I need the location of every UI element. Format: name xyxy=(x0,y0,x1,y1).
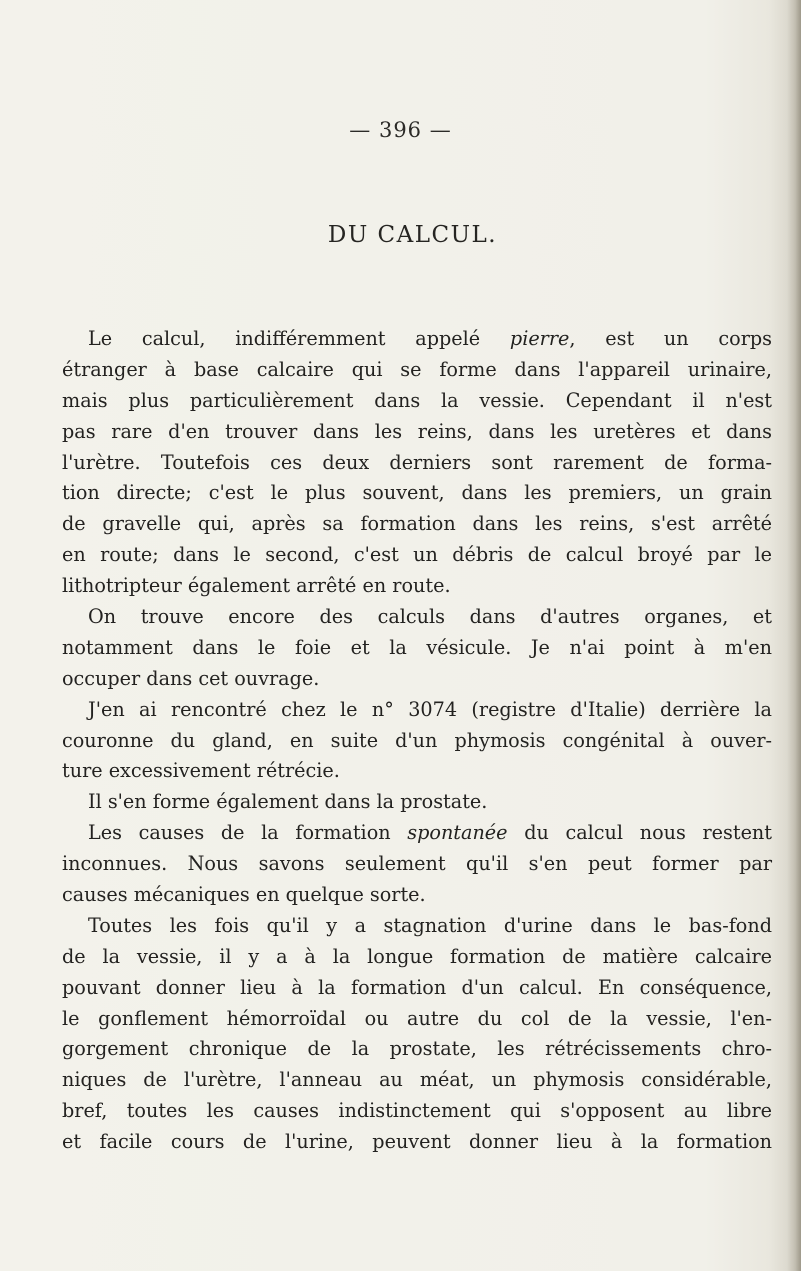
text-line: mais plus particulièrement dans la vessie. Cependant il n'est xyxy=(62,388,772,412)
text-line: de gravelle qui, après sa formation dans les reins, s'est arrêté xyxy=(62,512,772,536)
text-line: pouvant donner lieu à la formation d'un calcul. En conséquence, xyxy=(62,975,772,999)
text-line: couronne du gland, en suite d'un phymosis congénital à ouver- xyxy=(62,728,772,752)
body-text xyxy=(62,324,772,1158)
italic-term: pierre xyxy=(509,327,570,350)
text-line: ture excessivement rétrécie. xyxy=(62,759,340,783)
text-line: pas rare d'en trouver dans les reins, dans les uretères et dans xyxy=(62,419,772,443)
text-line: l'urètre. Toutefois ces deux derniers sont rarement de forma- xyxy=(62,450,772,474)
text-line: étranger à base calcaire qui se forme dans l'appareil urinaire, xyxy=(62,357,772,381)
text-line: bref, toutes les causes indistinctement qui s'opposent au libre xyxy=(62,1099,772,1123)
page-number: — 396 — xyxy=(349,118,452,142)
chapter-title: DU CALCUL. xyxy=(327,222,498,248)
text-line: On trouve encore des calculs dans d'autres organes, et xyxy=(88,605,772,629)
text-line: causes mécaniques en quelque sorte. xyxy=(62,883,426,907)
page-edge-shadow xyxy=(787,0,801,1271)
text-line: lithotripteur également arrêté en route. xyxy=(62,574,451,598)
text-line: J'en ai rencontré chez le n° 3074 (registre d'Italie) derrière la xyxy=(88,697,772,721)
text-line: gorgement chronique de la prostate, les rétrécissements chro- xyxy=(62,1037,772,1061)
text-line: tion directe; c'est le plus souvent, dans les premiers, un grain xyxy=(62,481,772,505)
italic-term: spontanée xyxy=(407,821,508,845)
text-line: Toutes les fois qu'il y a stagnation d'urine dans le bas-fond xyxy=(88,913,772,937)
text-line: inconnues. Nous savons seulement qu'il s'en peut former par xyxy=(62,852,772,876)
text-line: occuper dans cet ouvrage. xyxy=(62,666,320,690)
text-line: de la vessie, il y a à la longue formation de matière calcaire xyxy=(62,944,772,968)
text-line: niques de l'urètre, l'anneau au méat, un phymosis considérable, xyxy=(62,1068,772,1092)
text-line: le gonflement hémorroïdal ou autre du col de la vessie, l'en- xyxy=(62,1006,772,1030)
text-line: Il s'en forme également dans la prostate. xyxy=(88,790,488,814)
text-line: en route; dans le second, c'est un débris de calcul broyé par le xyxy=(62,543,772,567)
text-line: et facile cours de l'urine, peuvent donner lieu à la formation xyxy=(62,1130,772,1154)
text-line: Le calcul, indifféremment appelé pierre, est un corps xyxy=(88,327,773,350)
text-line: notamment dans le foie et la vésicule. Je n'ai point à m'en xyxy=(62,635,772,659)
text-line: Les causes de la formation spontanée du calcul nous restent xyxy=(88,821,772,845)
